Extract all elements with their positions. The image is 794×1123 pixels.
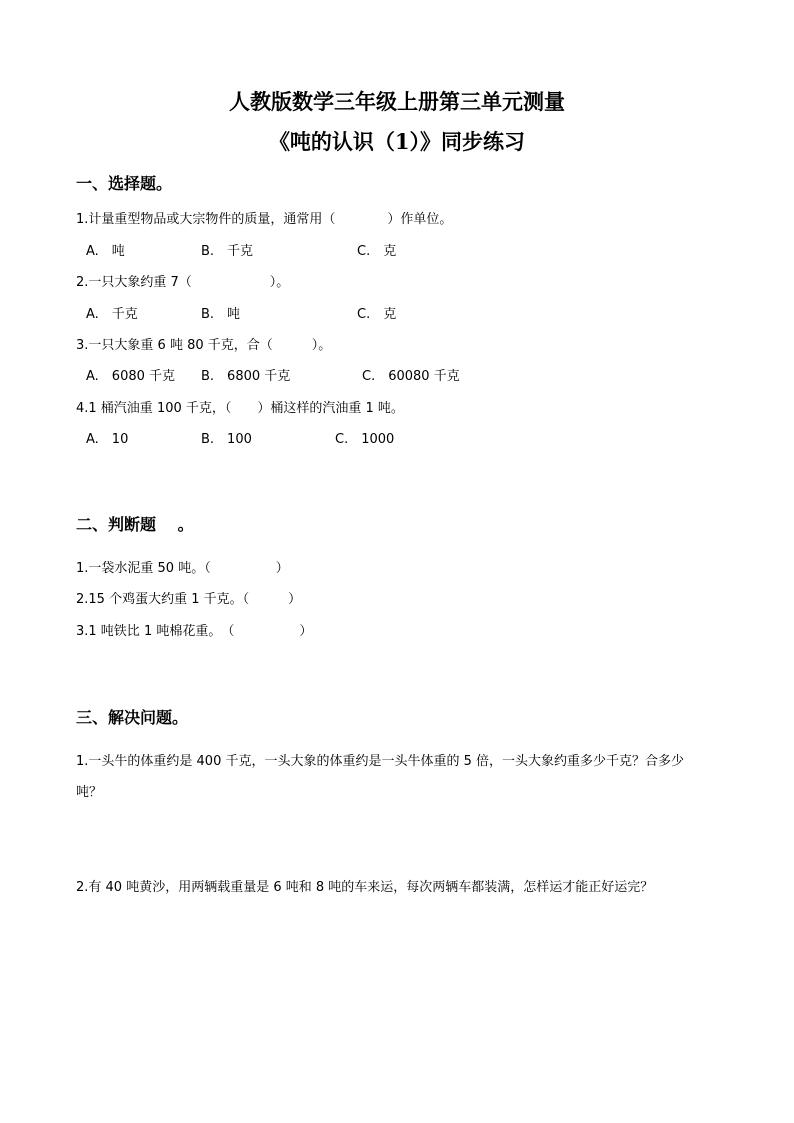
solve-question-2: 2.有 40 吨黄沙，用两辆载重量是 6 吨和 8 吨的车来运，每次两辆车都装满，怎样运才能正好运完？	[76, 880, 654, 895]
option-c: C. 1000	[335, 432, 395, 447]
option-a: A. 吨	[86, 244, 125, 259]
solve-question-1-cont: 吨？	[76, 785, 103, 800]
question-text: 2.一只大象约重 7（ ）。	[76, 275, 290, 290]
solve-question-1: 1.一头牛的体重约是 400 千克，一头大象的体重约是一头牛体重的 5 倍，一头大象约重多少千克？合多少	[76, 754, 685, 769]
option-a: A. 千克	[86, 307, 138, 322]
option-a: A. 6080 千克	[86, 369, 176, 384]
option-c: C. 克	[357, 244, 397, 259]
judge-item: 2.15 个鸡蛋大约重 1 千克。（ ）	[76, 592, 302, 607]
option-b: B. 6800 千克	[201, 369, 291, 384]
judge-item: 3.1 吨铁比 1 吨棉花重。 （ ）	[76, 624, 313, 639]
question-text: 4.1 桶汽油重 100 千克，（ ）桶这样的汽油重 1 吨。	[76, 401, 404, 416]
option-a: A. 10	[86, 432, 129, 447]
option-b: B. 吨	[201, 307, 241, 322]
judge-item: 1.一袋水泥重 50 吨。（ ）	[76, 561, 289, 576]
option-c: C. 克	[357, 307, 397, 322]
option-b: B. 千克	[201, 244, 254, 259]
section-heading-choice: 一、选择题。	[76, 174, 173, 193]
option-b: B. 100	[201, 432, 252, 447]
section-heading-solve: 三、解决问题。	[76, 708, 189, 727]
section-heading-judge: 二、判断题 。	[76, 515, 194, 534]
page-title-line2: 《吨的认识（1）》同步练习	[268, 129, 526, 154]
question-text: 3.一只大象重 6 吨 80 千克，合（ ）。	[76, 338, 332, 353]
question-text: 1.计量重型物品或大宗物件的质量，通常用（ ）作单位。	[76, 212, 453, 227]
option-c: C. 60080 千克	[362, 369, 460, 384]
page-title-line1: 人教版数学三年级上册第三单元测量	[229, 89, 565, 114]
